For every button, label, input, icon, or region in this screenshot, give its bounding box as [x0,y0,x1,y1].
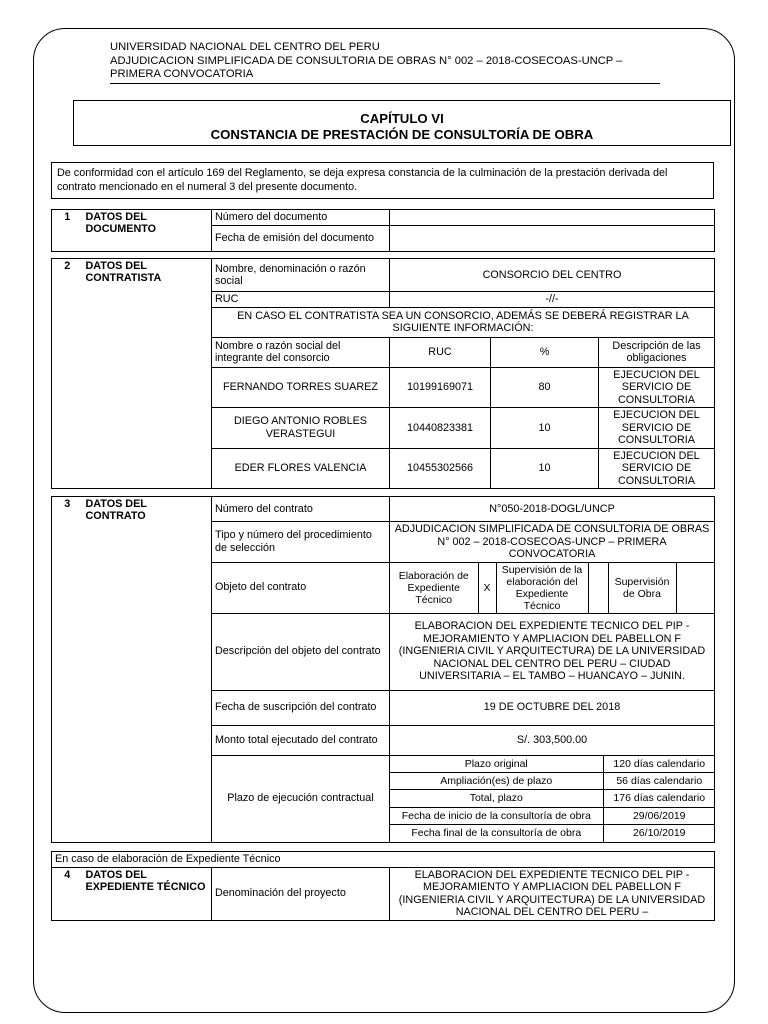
term-row-label: Ampliación(es) de plazo [390,772,603,789]
object-option-work-supervision: Supervisión de Obra [608,563,676,613]
member-name: FERNANDO TORRES SUAREZ [212,367,390,408]
document-date-value [390,225,715,251]
member-percent: 80 [491,367,599,408]
object-option-technical-file-mark: X [478,563,496,613]
contract-number-value: N°050-2018-DOGL/UNCP [390,497,715,522]
column-member-percent: % [491,337,599,367]
member-percent: 10 [491,448,599,489]
term-row-value: 26/10/2019 [603,825,715,842]
project-name-label: Denominación del proyecto [212,867,390,920]
executed-amount-label: Monto total ejecutado del contrato [212,725,390,755]
table-row [390,756,715,773]
term-row-value: 56 días calendario [603,772,715,789]
table-row [390,825,715,842]
contractor-name-label: Nombre, denominación o razón social [212,259,390,292]
term-row-value: 120 días calendario [603,756,715,773]
member-obligations: EJECUCION DEL SERVICIO DE CONSULTORIA [599,367,715,408]
section-3-title: DATOS DEL CONTRATO [85,498,147,522]
consortium-note: EN CASO EL CONTRATISTA SEA UN CONSORCIO, ADEMÁS SE DEBERÁ REGISTRAR LA SIGUIENTE INFORMACIÓN: [212,307,715,337]
section-contractor-data [51,258,714,489]
contractor-ruc-value: -//- [390,292,715,308]
document-header [110,41,660,84]
document-date-label: Fecha de emisión del documento [212,225,390,251]
member-name: EDER FLORES VALENCIA [212,448,390,489]
chapter-number: CAPÍTULO VI [360,111,444,126]
chapter-name: CONSTANCIA DE PRESTACIÓN DE CONSULTORÍA DE OBRA [210,127,594,142]
member-obligations: EJECUCION DEL SERVICIO DE CONSULTORIA [599,408,715,449]
object-description-value: ELABORACION DEL EXPEDIENTE TECNICO DEL PIP - MEJORAMIENTO Y AMPLIACION DEL PABELLON F (INGENIERIA CIVIL Y ARQUITECTURA) DE LA UNIVERSIDAD NACIONAL DEL CENTRO DEL PERU – CIUDAD UNIVERSITARIA – EL TAMBO – HUANCAYO – JUNIN. [390,613,715,690]
object-option-work-supervision-mark [676,563,715,613]
member-name: DIEGO ANTONIO ROBLES VERASTEGUI [212,408,390,449]
contract-object-label: Objeto del contrato [212,562,390,613]
object-option-technical-file: Elaboración de Expediente Técnico [390,563,478,613]
procedure-value: ADJUDICACION SIMPLIFICADA DE CONSULTORIA DE OBRAS N° 002 – 2018-COSECOAS-UNCP – PRIMERA CONVOCATORIA [390,522,715,563]
object-description-label: Descripción del objeto del contrato [212,613,390,690]
procedure-label: Tipo y número del procedimiento de selección [212,522,390,563]
document-number-value [390,210,715,226]
term-row-label: Total, plazo [390,790,603,807]
member-ruc: 10199169071 [390,367,491,408]
section-2-title: DATOS DEL CONTRATISTA [85,260,162,284]
object-option-file-supervision: Supervisión de la elaboración del Expediente Técnico [496,563,588,613]
term-row-label: Plazo original [390,756,603,773]
term-row-value: 176 días calendario [603,790,715,807]
column-member-ruc: RUC [390,337,491,367]
column-member-obligations: Descripción de las obligaciones [599,337,715,367]
term-row-value: 29/06/2019 [603,807,715,824]
section-4-number: 4 [64,868,71,881]
contract-number-label: Número del contrato [212,497,390,522]
project-name-value: ELABORACION DEL EXPEDIENTE TECNICO DEL PIP - MEJORAMIENTO Y AMPLIACION DEL PABELLON F (INGENIERIA CIVIL Y ARQUITECTURA) DE LA UNIVERSIDAD NACIONAL DEL CENTRO DEL PERU – [390,867,715,920]
section-document-data [51,209,714,252]
header-procedure: ADJUDICACION SIMPLIFICADA DE CONSULTORIA DE OBRAS N° 002 – 2018-COSECOAS-UNCP – [110,54,623,67]
member-ruc: 10455302566 [390,448,491,489]
section-contract-data [51,496,714,843]
execution-term-table [390,755,715,842]
section-technical-file-data [51,851,714,921]
document-number-label: Número del documento [212,210,390,226]
intro-paragraph: De conformidad con el artículo 169 del Reglamento, se deja expresa constancia de la culminación de la prestación derivada del contrato mencionado en el numeral 3 del presente documento. [51,162,714,199]
table-row [390,790,715,807]
section-2-number: 2 [64,260,71,272]
section-3-number: 3 [64,498,71,510]
signing-date-value: 19 DE OCTUBRE DEL 2018 [390,690,715,725]
execution-term-label: Plazo de ejecución contractual [212,755,390,842]
header-call: PRIMERA CONVOCATORIA [110,68,254,80]
header-university: UNIVERSIDAD NACIONAL DEL CENTRO DEL PERU [110,41,380,53]
term-row-label: Fecha de inicio de la consultoría de obra [390,807,603,824]
table-row [390,772,715,789]
table-row [390,807,715,824]
contract-object-options [390,562,715,613]
member-percent: 10 [491,408,599,449]
section-4-title: DATOS DEL EXPEDIENTE TÉCNICO [85,868,206,893]
contractor-ruc-label: RUC [212,292,390,308]
column-member-name: Nombre o razón social del integrante del consorcio [212,337,390,367]
member-ruc: 10440823381 [390,408,491,449]
section-1-title: DATOS DEL DOCUMENTO [85,211,157,235]
object-option-file-supervision-mark [588,563,608,613]
chapter-title-box [73,100,731,146]
section-4-caption: En caso de elaboración de Expediente Técnico [52,852,715,868]
term-row-label: Fecha final de la consultoría de obra [390,825,603,842]
section-1-number: 1 [64,211,71,223]
executed-amount-value: S/. 303,500.00 [390,725,715,755]
signing-date-label: Fecha de suscripción del contrato [212,690,390,725]
contractor-name-value: CONSORCIO DEL CENTRO [390,259,715,292]
member-obligations: EJECUCION DEL SERVICIO DE CONSULTORIA [599,448,715,489]
